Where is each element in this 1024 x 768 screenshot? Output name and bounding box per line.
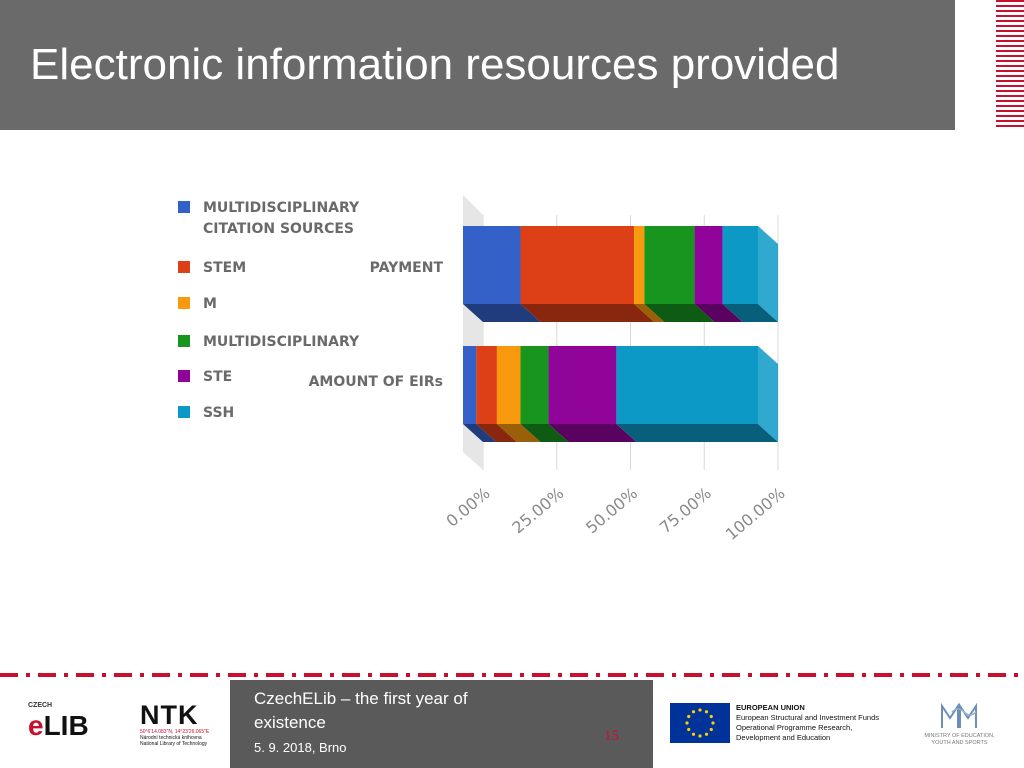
bar-segment bbox=[634, 226, 644, 304]
bar-segment bbox=[549, 346, 617, 424]
eu-star bbox=[687, 715, 690, 718]
x-tick-label: 25.00% bbox=[508, 483, 568, 538]
ntk-logo-line1: Národní technická knihovna bbox=[140, 735, 202, 741]
x-tick-label: 100.00% bbox=[721, 483, 789, 544]
eu-star bbox=[710, 715, 713, 718]
x-tick-label: 50.00% bbox=[582, 483, 642, 538]
czechelib-logo-wordmark bbox=[28, 710, 89, 742]
ntk-logo bbox=[140, 700, 230, 748]
msmt-logo-mark-icon bbox=[912, 700, 1007, 732]
czechelib-logo bbox=[28, 702, 118, 747]
eu-funding-text bbox=[736, 703, 906, 743]
bar-segment-bottom bbox=[616, 424, 778, 442]
x-tick-label: 0.00% bbox=[442, 483, 494, 531]
bar-segment bbox=[723, 226, 758, 304]
bar-segment bbox=[521, 226, 635, 304]
bar-segment bbox=[616, 346, 758, 424]
title-bar bbox=[0, 0, 955, 130]
legend-label: MULTIDISCIPLINARY bbox=[203, 334, 360, 350]
footer-divider bbox=[0, 673, 1024, 677]
bar-segment bbox=[644, 226, 694, 304]
footer-event-line1: CzechELib – the first year of bbox=[254, 689, 468, 708]
legend-swatch bbox=[178, 261, 190, 273]
eu-star bbox=[698, 734, 701, 737]
footer-event-line2: existence bbox=[254, 713, 326, 732]
eu-star bbox=[692, 710, 695, 713]
legend-label: CITATION SOURCES bbox=[203, 221, 354, 237]
page-number: 15 bbox=[604, 728, 619, 744]
barcode-stripes bbox=[996, 0, 1024, 130]
eu-star bbox=[705, 710, 708, 713]
bar-segment-bottom bbox=[521, 304, 655, 322]
bar-segment bbox=[521, 346, 549, 424]
legend-swatch bbox=[178, 335, 190, 347]
eu-line3: Operational Programme Research, bbox=[736, 723, 853, 732]
czechelib-logo-e: e bbox=[28, 710, 44, 741]
eu-star bbox=[687, 728, 690, 731]
ntk-logo-line2: National Library of Technology bbox=[140, 741, 208, 747]
legend-label: MULTIDISCIPLINARY bbox=[203, 200, 360, 216]
czechelib-logo-lib: LIB bbox=[43, 710, 89, 741]
legend-swatch bbox=[178, 297, 190, 309]
x-tick-label: 75.00% bbox=[655, 483, 715, 538]
slide-title: Electronic information resources provided bbox=[30, 40, 840, 89]
bar-segment bbox=[463, 226, 521, 304]
bar-segment bbox=[476, 346, 497, 424]
eu-line1: EUROPEAN UNION bbox=[736, 703, 805, 712]
msmt-line2: YOUTH AND SPORTS bbox=[931, 740, 988, 746]
category-label: AMOUNT OF EIRs bbox=[308, 374, 443, 390]
eu-star bbox=[705, 733, 708, 736]
msmt-logo bbox=[912, 700, 1007, 748]
bar-segment bbox=[497, 346, 521, 424]
legend-swatch bbox=[178, 370, 190, 382]
footer-date: 5. 9. 2018, Brno bbox=[254, 740, 347, 755]
eu-flag-icon bbox=[670, 703, 730, 743]
legend-swatch bbox=[178, 406, 190, 418]
legend-label: SSH bbox=[203, 405, 235, 421]
legend-label: STEM bbox=[203, 260, 247, 276]
footer-event-box bbox=[230, 680, 653, 768]
ntk-logo-name: NTK bbox=[140, 700, 199, 730]
eu-star bbox=[711, 721, 714, 724]
eu-line4: Development and Education bbox=[736, 733, 831, 742]
legend-label: M bbox=[203, 296, 217, 312]
msmt-line1: MINISTRY OF EDUCATION, bbox=[924, 733, 995, 739]
bar-segment bbox=[463, 346, 476, 424]
stacked-bar-chart bbox=[0, 130, 1024, 570]
category-label: PAYMENT bbox=[369, 260, 443, 276]
eu-star bbox=[710, 728, 713, 731]
legend-swatch bbox=[178, 201, 190, 213]
eu-line2: European Structural and Investment Funds bbox=[736, 713, 879, 722]
legend-label: STE bbox=[203, 369, 233, 385]
bar-segment bbox=[695, 226, 723, 304]
eu-star bbox=[692, 733, 695, 736]
czechelib-logo-small-text: CZECH bbox=[28, 702, 53, 709]
ntk-logo-coords: 50°6'14.083"N, 14°23'26.065"E bbox=[140, 729, 210, 735]
eu-star bbox=[698, 708, 701, 711]
eu-star bbox=[685, 721, 688, 724]
